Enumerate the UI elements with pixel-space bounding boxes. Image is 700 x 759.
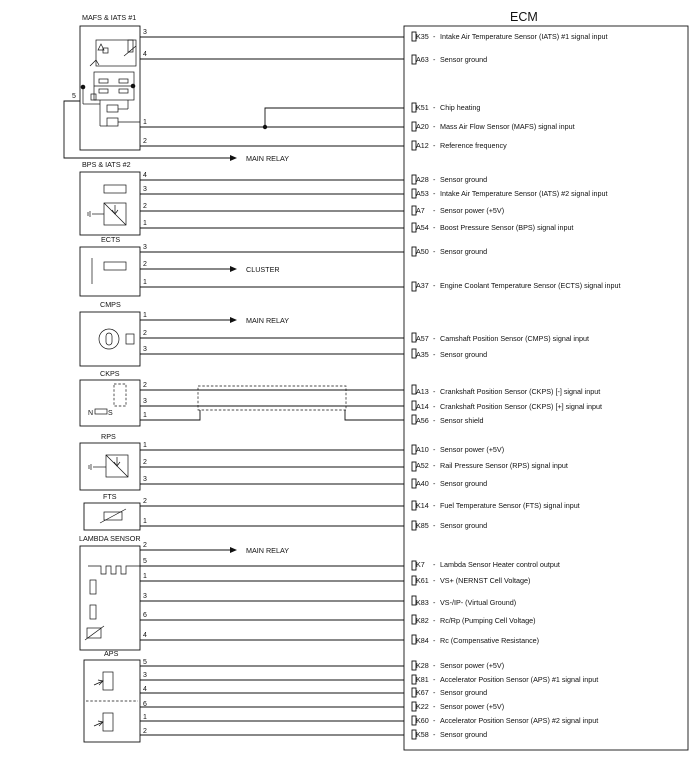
ecm-pin-desc: Accelerator Position Sensor (APS) #2 signal input bbox=[440, 716, 599, 725]
ecm-pin-box bbox=[412, 661, 416, 670]
ecm-pin-id: K60 bbox=[416, 716, 429, 725]
ecm-pin-row bbox=[416, 576, 530, 585]
wire bbox=[265, 108, 404, 127]
sensor-title: CKPS bbox=[100, 369, 120, 378]
ecm-pin-desc-dash: - bbox=[433, 730, 436, 739]
pin-number: 4 bbox=[143, 686, 147, 693]
ecm-pin-row bbox=[416, 247, 487, 256]
ecm-pin-id: A20 bbox=[416, 122, 429, 131]
sensor-title: ECTS bbox=[101, 235, 121, 244]
ecm-pin-box bbox=[412, 103, 416, 112]
ecm-pin-id: A56 bbox=[416, 416, 429, 425]
ecm-pin-row bbox=[416, 189, 608, 198]
ecm-pin-id: K58 bbox=[416, 730, 429, 739]
pin-number: 1 bbox=[143, 714, 147, 721]
ecm-pin-id: A52 bbox=[416, 461, 429, 470]
ecm-pin-id: A7 bbox=[416, 206, 425, 215]
sensor-outline bbox=[80, 172, 140, 235]
ecm-pin-row bbox=[416, 402, 602, 411]
ecm-pin-box bbox=[412, 576, 416, 585]
sensor-title: MAFS & IATS #1 bbox=[82, 13, 137, 22]
pin-number: 2 bbox=[143, 330, 147, 337]
pin-number: 2 bbox=[143, 203, 147, 210]
ecm-pin-id: K7 bbox=[416, 560, 425, 569]
ecm-pin-id: A12 bbox=[416, 141, 429, 150]
pin-number: 4 bbox=[143, 172, 147, 179]
ecm-pin-desc: Intake Air Temperature Sensor (IATS) #1 signal input bbox=[440, 32, 608, 41]
ecm-pin-desc: Chip heating bbox=[440, 103, 481, 112]
sensor-bps-iats2 bbox=[80, 160, 404, 235]
pin-number: 5 bbox=[72, 93, 76, 100]
pin-number: 1 bbox=[143, 119, 147, 126]
ecm-pin-id: A57 bbox=[416, 334, 429, 343]
ecm-pin-desc: Intake Air Temperature Sensor (IATS) #2 signal input bbox=[440, 189, 608, 198]
ecm-pin-desc: Rc (Compensative Resistance) bbox=[440, 636, 540, 645]
ecm-pin-desc-dash: - bbox=[433, 661, 436, 670]
pin-number: 3 bbox=[143, 476, 147, 483]
junction-dot bbox=[263, 125, 267, 129]
ecm-pin-row bbox=[416, 688, 487, 697]
wire-shield bbox=[345, 410, 404, 420]
pin-number: 4 bbox=[143, 51, 147, 58]
pin-number: 3 bbox=[143, 398, 147, 405]
sensor-title: BPS & IATS #2 bbox=[82, 160, 131, 169]
ecm-pin-desc: Rail Pressure Sensor (RPS) signal input bbox=[440, 461, 568, 470]
sensor-title: LAMBDA SENSOR bbox=[79, 534, 141, 543]
arrow-icon bbox=[230, 266, 237, 272]
ecm-pin-row bbox=[416, 501, 580, 510]
ecm-pin-desc: Fuel Temperature Sensor (FTS) signal input bbox=[440, 501, 580, 510]
ecm-pin-id: K35 bbox=[416, 32, 429, 41]
sensor-outline bbox=[80, 26, 140, 150]
ecm-pin-desc-dash: - bbox=[433, 247, 436, 256]
ecm-pin-id: A14 bbox=[416, 402, 429, 411]
ecm-pin-desc-dash: - bbox=[433, 716, 436, 725]
pin-number: 2 bbox=[143, 382, 147, 389]
pin-number: 1 bbox=[143, 279, 147, 286]
ecm-pin-desc-dash: - bbox=[433, 576, 436, 585]
ecm-pin-desc: Sensor ground bbox=[440, 247, 488, 256]
sensor-ckps bbox=[80, 369, 404, 426]
ecm-pin-id: K82 bbox=[416, 616, 429, 625]
ecm-pin-desc-dash: - bbox=[433, 521, 436, 530]
ecm-pin-desc: Lambda Sensor Heater control output bbox=[440, 560, 560, 569]
ecm-pin-desc-dash: - bbox=[433, 55, 436, 64]
junction-dot bbox=[131, 84, 136, 89]
pin-number: 5 bbox=[143, 659, 147, 666]
ecm-pin-desc: Engine Coolant Temperature Sensor (ECTS) signal input bbox=[440, 281, 621, 290]
arrow-icon bbox=[230, 155, 237, 161]
ecm-pin-desc-dash: - bbox=[433, 560, 436, 569]
sensor-mafs-iats1 bbox=[64, 13, 404, 163]
ecm-pin-row bbox=[416, 479, 487, 488]
ecm-pin-box bbox=[412, 615, 416, 624]
ecm-pin-box bbox=[412, 462, 416, 471]
ecm-pin-id: K22 bbox=[416, 702, 429, 711]
ecm-pin-desc: Accelerator Position Sensor (APS) #1 signal input bbox=[440, 675, 599, 684]
ecm-pin-id: A13 bbox=[416, 387, 429, 396]
ecm-pin-desc: Reference frequency bbox=[440, 141, 507, 150]
sensor-fts bbox=[84, 492, 404, 530]
ecm-pin-desc-dash: - bbox=[433, 206, 436, 215]
pin-number: 1 bbox=[143, 412, 147, 419]
ecm-pin-box bbox=[412, 385, 416, 394]
wire-shield bbox=[140, 410, 200, 420]
ecm-pin-box bbox=[412, 141, 416, 150]
pin-number: 3 bbox=[143, 29, 147, 36]
ecm-pin-id: K14 bbox=[416, 501, 429, 510]
ecm-pin-box bbox=[412, 349, 416, 358]
ecm-pin-desc: Sensor ground bbox=[440, 688, 488, 697]
pin-number: 3 bbox=[143, 593, 147, 600]
main-relay-label: MAIN RELAY bbox=[246, 154, 290, 163]
ecm-pin-desc-dash: - bbox=[433, 387, 436, 396]
ecm-pin-desc-dash: - bbox=[433, 141, 436, 150]
ecm-pin-box bbox=[412, 445, 416, 454]
ecm-pin-desc-dash: - bbox=[433, 636, 436, 645]
ecm-pin-box bbox=[412, 521, 416, 530]
ecm-pin-desc: Camshaft Position Sensor (CMPS) signal input bbox=[440, 334, 590, 343]
ecm-pin-row bbox=[416, 350, 487, 359]
ecm-pin-desc: Sensor ground bbox=[440, 350, 488, 359]
ecm-pin-box bbox=[412, 282, 416, 291]
ecm-pin-box bbox=[412, 635, 416, 644]
ecm-pin-desc-dash: - bbox=[433, 501, 436, 510]
main-relay-label: MAIN RELAY bbox=[246, 316, 290, 325]
pin-number: 1 bbox=[143, 312, 147, 319]
ecm-pin-box bbox=[412, 479, 416, 488]
ecm-pin-row bbox=[416, 103, 480, 112]
sensor-outline bbox=[80, 247, 140, 296]
ecm-pin-row bbox=[416, 675, 598, 684]
ecm-pin-box bbox=[412, 716, 416, 725]
ecm-pin-id: K85 bbox=[416, 521, 429, 530]
ecm-pin-desc: Sensor power (+5V) bbox=[440, 445, 505, 454]
ecm-pin-desc-dash: - bbox=[433, 175, 436, 184]
ckps-n-mark: N bbox=[88, 410, 94, 417]
ecm-pin-id: A35 bbox=[416, 350, 429, 359]
pin-number: 6 bbox=[143, 612, 147, 619]
pin-number: 3 bbox=[143, 244, 147, 251]
ecm-pin-id: K51 bbox=[416, 103, 429, 112]
sensor-title: CMPS bbox=[100, 300, 121, 309]
ecm-pin-desc: VS+ (NERNST Cell Voltage) bbox=[440, 576, 531, 585]
sensor-outline bbox=[80, 312, 140, 366]
ecm-pin-row bbox=[416, 616, 535, 625]
pin-number: 1 bbox=[143, 518, 147, 525]
pin-number: 4 bbox=[143, 632, 147, 639]
ecm-pin-desc: Sensor ground bbox=[440, 55, 488, 64]
ecm-pin-desc: VS-/IP- (Virtual Ground) bbox=[440, 598, 517, 607]
sensor-outline bbox=[80, 546, 140, 650]
ecm-pin-desc: Sensor ground bbox=[440, 479, 488, 488]
ecm-pin-row bbox=[416, 32, 608, 41]
pin-number: 3 bbox=[143, 186, 147, 193]
ecm-pin-box bbox=[412, 32, 416, 41]
main-relay-label: MAIN RELAY bbox=[246, 546, 290, 555]
ecm-pin-box bbox=[412, 675, 416, 684]
ecm-pin-box bbox=[412, 333, 416, 342]
ecm-pin-row bbox=[416, 334, 589, 343]
ecm-pin-desc-dash: - bbox=[433, 32, 436, 41]
ecm-pin-desc: Sensor ground bbox=[440, 175, 488, 184]
pin-number: 2 bbox=[143, 261, 147, 268]
ecm-pin-desc-dash: - bbox=[433, 479, 436, 488]
ecm-pin-id: K61 bbox=[416, 576, 429, 585]
ecm-pin-row bbox=[416, 416, 484, 425]
ecm-pin-id: K67 bbox=[416, 688, 429, 697]
ecm-pin-box bbox=[412, 175, 416, 184]
pin-number: 1 bbox=[143, 220, 147, 227]
ecm-pin-row bbox=[416, 387, 600, 396]
ecm-pin-id: A54 bbox=[416, 223, 429, 232]
ecm-pin-row bbox=[416, 521, 487, 530]
ecm-pin-id: K83 bbox=[416, 598, 429, 607]
pin-number: 5 bbox=[143, 558, 147, 565]
sensor-title: APS bbox=[104, 649, 119, 658]
ecm-pin-desc-dash: - bbox=[433, 350, 436, 359]
ecm-pin-box bbox=[412, 702, 416, 711]
ecm-pin-box bbox=[412, 189, 416, 198]
ecm-pin-row bbox=[416, 730, 487, 739]
ecm-pin-row bbox=[416, 281, 620, 290]
pin-number: 1 bbox=[143, 442, 147, 449]
ecm-pin-box bbox=[412, 415, 416, 424]
sensor-title: RPS bbox=[101, 432, 116, 441]
ckps-s-mark: S bbox=[108, 410, 113, 417]
ecm-pin-desc: Sensor ground bbox=[440, 521, 488, 530]
ecm-pin-desc-dash: - bbox=[433, 688, 436, 697]
ecm-pin-desc-dash: - bbox=[433, 402, 436, 411]
ecm-pin-desc: Sensor shield bbox=[440, 416, 484, 425]
ecm-pin-desc-dash: - bbox=[433, 702, 436, 711]
sensor-aps bbox=[84, 649, 404, 742]
sensor-cmps bbox=[80, 300, 404, 366]
ecm-pin-id: K81 bbox=[416, 675, 429, 684]
ecm-pin-box bbox=[412, 247, 416, 256]
ecm-pin-desc-dash: - bbox=[433, 103, 436, 112]
ecm-pin-desc-dash: - bbox=[433, 122, 436, 131]
ecm-pin-id: A50 bbox=[416, 247, 429, 256]
sensor-title: FTS bbox=[103, 492, 117, 501]
ecm-pin-box bbox=[412, 561, 416, 570]
ecm-pin-id: A28 bbox=[416, 175, 429, 184]
ecm-pin-row bbox=[416, 716, 598, 725]
ecm-pin-desc-dash: - bbox=[433, 416, 436, 425]
pin-number: 1 bbox=[143, 573, 147, 580]
ecm-pin-desc-dash: - bbox=[433, 598, 436, 607]
ecm-pin-desc: Boost Pressure Sensor (BPS) signal input bbox=[440, 223, 574, 232]
cluster-label: CLUSTER bbox=[246, 265, 280, 274]
ecm-pin-row bbox=[416, 223, 573, 232]
ecm-pin-box bbox=[412, 730, 416, 739]
ecm-pin-box bbox=[412, 55, 416, 64]
sensor-rps bbox=[80, 432, 404, 490]
ecm-pin-desc: Rc/Rp (Pumping Cell Voltage) bbox=[440, 616, 536, 625]
pin-number: 2 bbox=[143, 728, 147, 735]
ecm-pin-box bbox=[412, 122, 416, 131]
pin-number: 2 bbox=[143, 138, 147, 145]
ecm-pin-box bbox=[412, 688, 416, 697]
arrow-icon bbox=[230, 547, 237, 553]
ecm-pin-desc: Sensor power (+5V) bbox=[440, 702, 505, 711]
ecm-pin-row bbox=[416, 175, 487, 184]
ecm-pin-desc-dash: - bbox=[433, 223, 436, 232]
ecm-pin-id: K84 bbox=[416, 636, 429, 645]
ecm-pin-desc-dash: - bbox=[433, 616, 436, 625]
pin-number: 3 bbox=[143, 672, 147, 679]
ecm-pin-row bbox=[416, 122, 575, 131]
sensor-lambda bbox=[79, 534, 404, 650]
ecm-pin-id: A10 bbox=[416, 445, 429, 454]
ecm-pin-id: A53 bbox=[416, 189, 429, 198]
pin-number: 6 bbox=[143, 701, 147, 708]
ecm-pin-desc: Mass Air Flow Sensor (MAFS) signal input bbox=[440, 122, 575, 131]
ecm-pin-box bbox=[412, 401, 416, 410]
ecm-pin-desc-dash: - bbox=[433, 675, 436, 684]
ecm-pin-box bbox=[412, 501, 416, 510]
ecm-pin-box bbox=[412, 596, 416, 605]
ecm-pin-box bbox=[412, 206, 416, 215]
sensor-ects bbox=[80, 235, 404, 296]
ecm-pin-row bbox=[416, 636, 539, 645]
sensor-outline bbox=[80, 380, 140, 426]
ecm-pin-id: A40 bbox=[416, 479, 429, 488]
ecm-pin-desc-dash: - bbox=[433, 281, 436, 290]
pin-number: 3 bbox=[143, 346, 147, 353]
pin-number: 2 bbox=[143, 498, 147, 505]
ecm-pin-desc: Crankshaft Position Sensor (CKPS) [-] signal input bbox=[440, 387, 601, 396]
ecm-pin-id: A37 bbox=[416, 281, 429, 290]
ecm-pin-desc: Sensor ground bbox=[440, 730, 488, 739]
ecm-pin-id: A63 bbox=[416, 55, 429, 64]
ecm-pin-desc-dash: - bbox=[433, 461, 436, 470]
ecm-pin-desc: Sensor power (+5V) bbox=[440, 661, 505, 670]
arrow-icon bbox=[230, 317, 237, 323]
pin-number: 2 bbox=[143, 542, 147, 549]
ecm-pin-box bbox=[412, 223, 416, 232]
ecm-pin-id: K28 bbox=[416, 661, 429, 670]
ecm-pin-row bbox=[416, 55, 487, 64]
ecm-pin-desc: Crankshaft Position Sensor (CKPS) [+] signal input bbox=[440, 402, 602, 411]
ecm-pin-desc-dash: - bbox=[433, 334, 436, 343]
ecm-pin-desc-dash: - bbox=[433, 445, 436, 454]
ecm-title: ECM bbox=[510, 10, 538, 24]
ecm-pin-desc-dash: - bbox=[433, 189, 436, 198]
ecm-pin-desc: Sensor power (+5V) bbox=[440, 206, 505, 215]
pin-number: 2 bbox=[143, 459, 147, 466]
